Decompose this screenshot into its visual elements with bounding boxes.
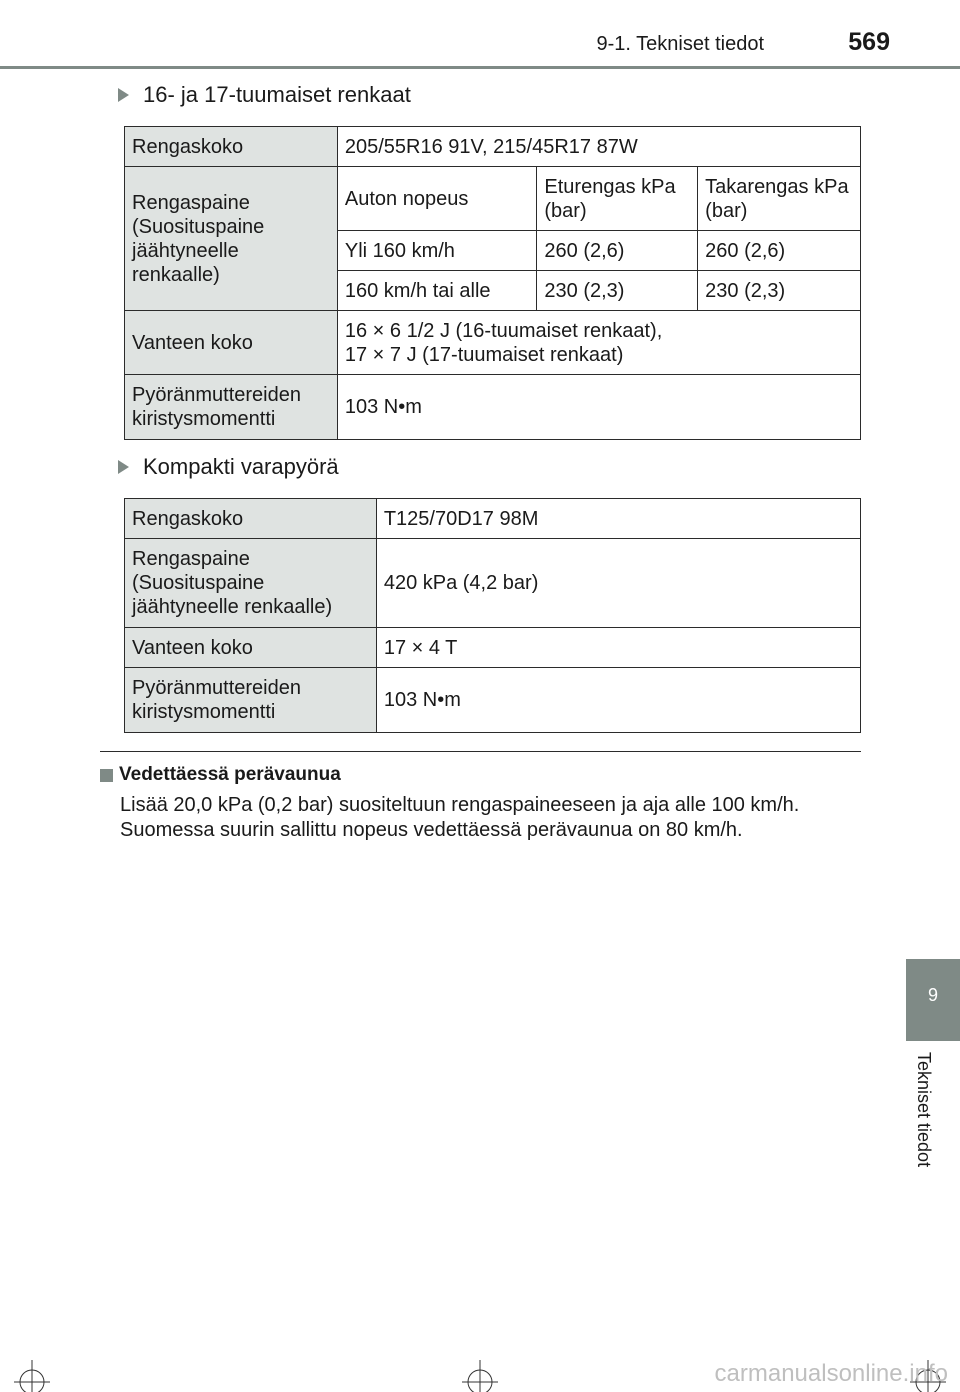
- torque-label: Pyöränmuttereiden kiristysmomentti: [125, 375, 338, 440]
- speed-column-header: Auton nopeus: [337, 167, 537, 231]
- note-text: [120, 793, 880, 843]
- chapter-label: Tekniset tiedot: [914, 1052, 934, 1168]
- torque-label: Pyöränmuttereiden kiristysmomentti: [125, 668, 377, 733]
- triangle-bullet-icon: [118, 88, 129, 102]
- note-title: Vedettäessä perävaunua: [119, 764, 341, 785]
- table-row: [125, 375, 861, 440]
- rim-size-line: 16 × 6 1/2 J (16-tuumaiset renkaat),: [344, 319, 663, 342]
- spare-tire-spec-table: [124, 498, 861, 733]
- tire-size-value: 205/55R16 91V, 215/45R17 87W: [337, 127, 860, 167]
- speed-cell: 160 km/h tai alle: [337, 271, 537, 311]
- rear-column-header: Takarengas kPa (bar): [698, 167, 861, 231]
- triangle-bullet-icon: [118, 460, 129, 474]
- table-row: [125, 668, 861, 733]
- note-heading: [100, 764, 341, 786]
- torque-value: 103 N•m: [376, 668, 860, 733]
- table-row: [125, 167, 861, 231]
- table-row: [125, 539, 861, 628]
- front-column-header: Eturengas kPa (bar): [537, 167, 698, 231]
- note-line: Suomessa suurin sallittu nopeus vedettäessä perävaunua on 80 km/h.: [120, 819, 743, 841]
- rear-pressure-cell: 230 (2,3): [698, 271, 861, 311]
- page-number: 569: [848, 28, 890, 56]
- note-divider: [100, 751, 861, 752]
- tire-size-label: Rengaskoko: [125, 127, 338, 167]
- section-heading-spare: [118, 454, 339, 480]
- rear-pressure-cell: 260 (2,6): [698, 231, 861, 271]
- section-title: 16- ja 17-tuumaiset renkaat: [143, 82, 411, 107]
- square-bullet-icon: [100, 769, 113, 782]
- header-section-title: 9-1. Tekniset tiedot: [596, 33, 764, 55]
- section-title: Kompakti varapyörä: [143, 454, 339, 479]
- rim-size-value: [337, 311, 860, 375]
- tire-spec-table: [124, 126, 861, 440]
- tire-size-value: T125/70D17 98M: [376, 499, 860, 539]
- crosshair-icon: [460, 1352, 500, 1392]
- torque-value: 103 N•m: [337, 375, 860, 440]
- rim-size-label: Vanteen koko: [125, 628, 377, 668]
- pressure-label: Rengaspaine (Suosituspaine jäähtyneelle renkaalle): [125, 167, 338, 311]
- header-rule: [0, 66, 960, 69]
- rim-size-label: Vanteen koko: [125, 311, 338, 375]
- note-line: Lisää 20,0 kPa (0,2 bar) suositeltuun rengaspaineeseen ja aja alle 100 km/h.: [120, 794, 800, 816]
- rim-size-line: 17 × 7 J (17-tuumaiset renkaat): [344, 343, 624, 366]
- watermark: carmanualsonline.info: [714, 1360, 948, 1387]
- table-row: [125, 127, 861, 167]
- table-row: [125, 628, 861, 668]
- speed-cell: Yli 160 km/h: [337, 231, 537, 271]
- crosshair-icon: [12, 1352, 52, 1392]
- pressure-value: 420 kPa (4,2 bar): [376, 539, 860, 628]
- table-row: [125, 311, 861, 375]
- table-row: [125, 499, 861, 539]
- tire-size-label: Rengaskoko: [125, 499, 377, 539]
- front-pressure-cell: 230 (2,3): [537, 271, 698, 311]
- chapter-tab: 9: [906, 959, 960, 1041]
- front-pressure-cell: 260 (2,6): [537, 231, 698, 271]
- rim-size-value: 17 × 4 T: [376, 628, 860, 668]
- section-heading-tires: [118, 82, 411, 108]
- pressure-label: Rengaspaine (Suosituspaine jäähtyneelle renkaalle): [125, 539, 377, 628]
